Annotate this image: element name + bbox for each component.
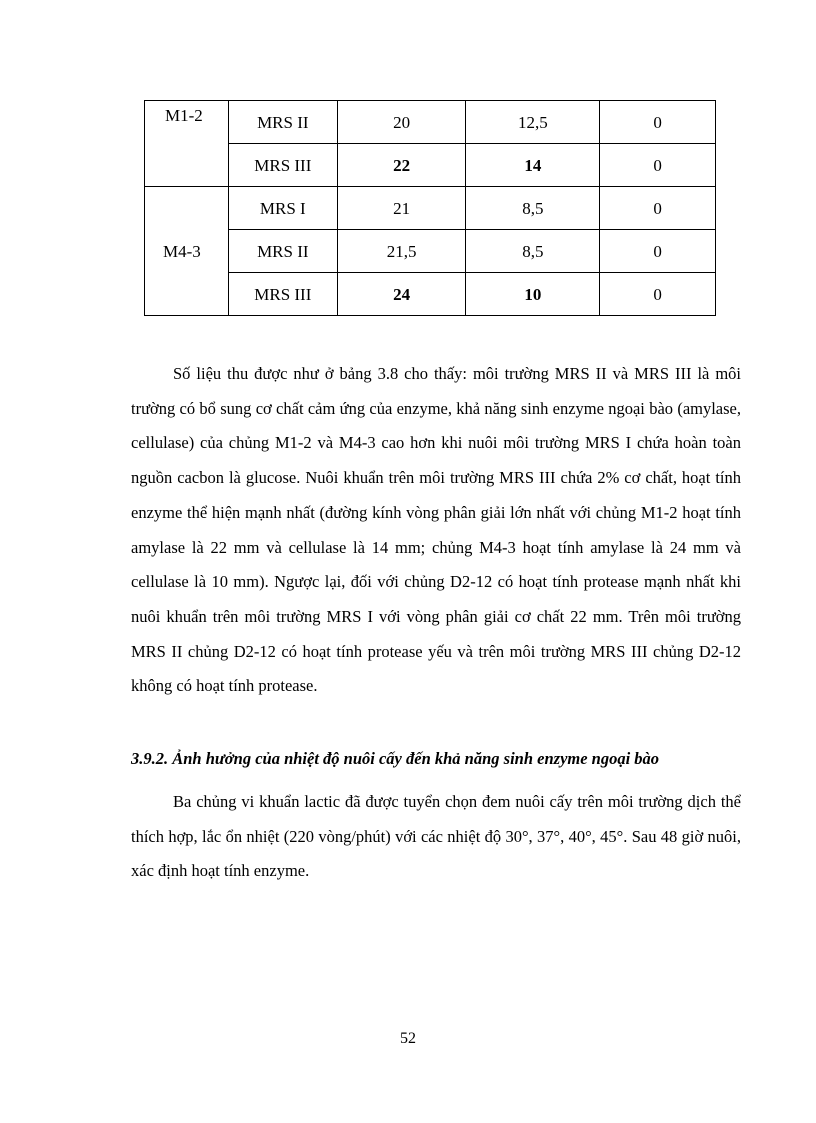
protease-cell: 0 — [600, 230, 716, 273]
strain-cell: M1-2 — [145, 101, 229, 187]
medium-cell: MRS II — [228, 101, 337, 144]
page-number: 52 — [400, 1030, 416, 1047]
protease-cell: 0 — [600, 101, 716, 144]
amylase-cell: 22 — [337, 144, 466, 187]
cellulase-cell: 8,5 — [466, 230, 600, 273]
protease-cell: 0 — [600, 273, 716, 316]
protease-cell: 0 — [600, 187, 716, 230]
amylase-cell: 20 — [337, 101, 466, 144]
table-row — [145, 144, 716, 187]
paragraph-text: Ba chủng vi khuẩn lactic đã được tuyển chọn đem nuôi cấy trên môi trường dịch thể thích hợp, lắc ổn nhiệt (220 vòng/phút) với các nhiệt độ 30°, 37°, 40°, 45°. Sau 48 giờ nuôi, xác định hoạt tính enzyme. — [131, 792, 741, 881]
cellulase-cell: 12,5 — [466, 101, 600, 144]
strain-cell: M4-3 — [145, 187, 229, 316]
table-row — [145, 230, 716, 273]
table-row — [145, 187, 716, 230]
medium-cell: MRS III — [228, 273, 337, 316]
paragraph-temperature-method — [131, 785, 741, 889]
amylase-cell: 24 — [337, 273, 466, 316]
cellulase-cell: 8,5 — [466, 187, 600, 230]
paragraph-results-discussion — [131, 357, 741, 704]
amylase-cell: 21,5 — [337, 230, 466, 273]
cellulase-cell: 10 — [466, 273, 600, 316]
table-row — [145, 101, 716, 144]
paragraph-text: Số liệu thu được như ở bảng 3.8 cho thấy: môi trường MRS II và MRS III là môi trường có bổ sung cơ chất cảm ứng của enzyme, khả năng sinh enzyme ngoại bào (amylase, cellulase) của chủng M1-2 và M4-3 cao hơn khi nuôi môi trường MRS I chứa hoàn toàn nguồn cacbon là glucose. Nuôi khuẩn trên môi trường MRS III chứa 2% cơ chất, hoạt tính enzyme thể hiện mạnh nhất (đường kính vòng phân giải lớn nhất với chủng M1-2 hoạt tính amylase là 22 mm và cellulase là 14 mm; chủng M4-3 hoạt tính amylase là 24 mm và cellulase là 10 mm). Ngược lại, đối với chủng D2-12 có hoạt tính protease mạnh nhất khi nuôi khuẩn trên môi trường MRS I với vòng phân giải cơ chất 22 mm. Trên môi trường MRS II chủng D2-12 có hoạt tính protease yếu và trên môi trường MRS III chủng D2-12 không có hoạt tính protease. — [131, 364, 741, 696]
medium-cell: MRS III — [228, 144, 337, 187]
medium-cell: MRS I — [228, 187, 337, 230]
cellulase-cell: 14 — [466, 144, 600, 187]
section-heading: 3.9.2. Ảnh hưởng của nhiệt độ nuôi cấy đến khả năng sinh enzyme ngoại bào — [131, 749, 660, 768]
medium-cell: MRS II — [228, 230, 337, 273]
amylase-cell: 21 — [337, 187, 466, 230]
enzyme-activity-table — [144, 100, 716, 316]
protease-cell: 0 — [600, 144, 716, 187]
table-row — [145, 273, 716, 316]
